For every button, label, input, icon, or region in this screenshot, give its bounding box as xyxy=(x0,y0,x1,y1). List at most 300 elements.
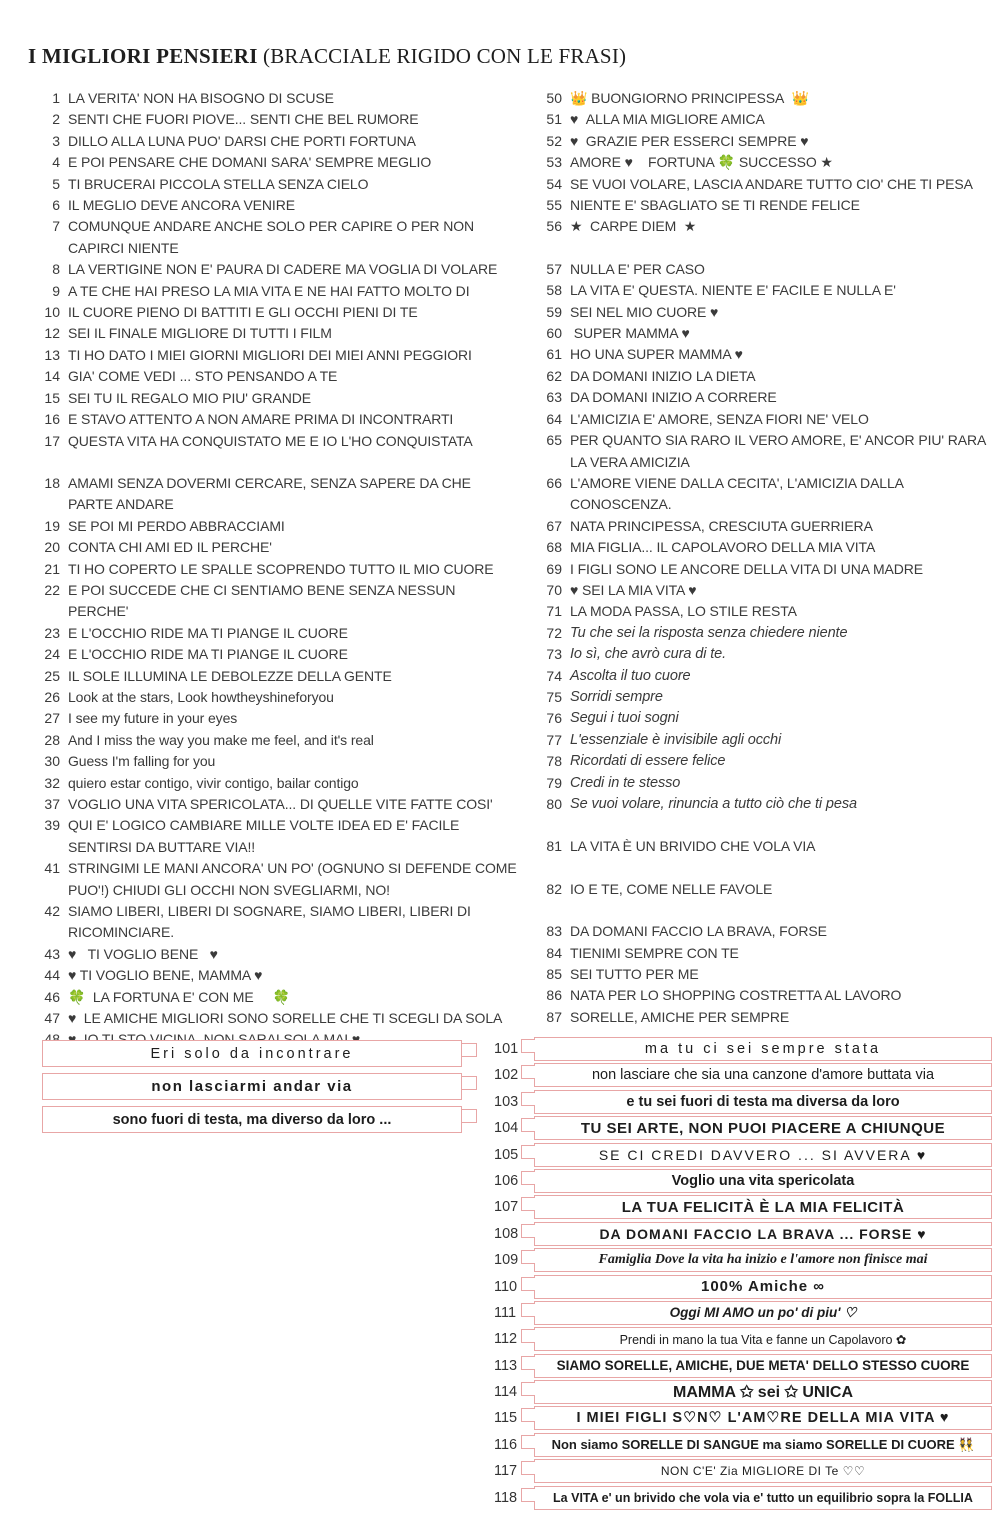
phrase-list-item xyxy=(532,88,992,109)
bracelet-clasp-tab xyxy=(462,1043,477,1057)
phrase-list-item xyxy=(532,644,992,665)
bracelet-row xyxy=(494,1460,992,1482)
phrase-text: L'AMICIZIA E' AMORE, SENZA FIORI NE' VELO xyxy=(570,410,869,427)
bracelet-clasp-tab xyxy=(462,1109,477,1123)
phrase-list-item xyxy=(532,409,992,430)
phrase-list-item xyxy=(30,174,518,195)
bracelet-clasp-tab xyxy=(521,1197,535,1211)
phrase-list-item xyxy=(532,687,992,708)
bracelet-number: 113 xyxy=(494,1357,518,1374)
phrase-text: Segui i tuoi sogni xyxy=(570,710,679,727)
phrase-list-item xyxy=(532,387,992,408)
phrase-number: 79 xyxy=(546,774,562,791)
phrase-text: MIA FIGLIA... IL CAPOLAVORO DELLA MIA VITA xyxy=(570,539,876,556)
bracelet-number: 118 xyxy=(494,1489,518,1506)
bracelet-phrase: SE CI CREDI DAVVERO ... SI AVVERA ♥ xyxy=(598,1146,928,1163)
phrase-list-item xyxy=(30,644,518,665)
bracelet-plate xyxy=(534,1090,992,1114)
bracelet-number: 105 xyxy=(494,1146,519,1163)
phrase-number: 9 xyxy=(52,282,60,299)
bracelet-phrase: e tu sei fuori di testa ma diversa da loro xyxy=(626,1093,900,1110)
bracelet-plate xyxy=(534,1037,992,1061)
phrase-list-item xyxy=(30,858,518,901)
phrase-text: GIA' COME VEDI ... STO PENSANDO A TE xyxy=(68,368,338,385)
phrase-text: SIAMO LIBERI, LIBERI DI SOGNARE, SIAMO LIBERI, LIBERI DI RICOMINCIARE. xyxy=(68,903,471,941)
bracelet-phrase: Oggi MI AMO un po' di piu' ♡ xyxy=(669,1304,857,1320)
phrase-list-item xyxy=(532,174,992,195)
phrase-text: And I miss the way you make me feel, and it's real xyxy=(68,731,374,748)
phrase-list-item xyxy=(30,388,518,409)
phrase-number: 5 xyxy=(52,175,60,192)
phrase-text: TI HO COPERTO LE SPALLE SCOPRENDO TUTTO IL MIO CUORE xyxy=(68,560,494,577)
crown-icon: 👑 xyxy=(570,90,588,106)
phrase-list-item xyxy=(30,580,518,623)
phrase-number: 19 xyxy=(44,517,60,534)
phrase-text: Credi in te stesso xyxy=(570,774,681,791)
phrase-list-item xyxy=(532,879,992,900)
phrase-list-item xyxy=(532,152,992,173)
phrase-number: 16 xyxy=(44,411,60,428)
phrase-number: 14 xyxy=(44,368,60,385)
phrase-list-item xyxy=(532,708,992,729)
bracelet-row xyxy=(494,1434,992,1456)
phrase-number: 23 xyxy=(44,624,60,641)
bracelet-phrase: SIAMO SORELLE, AMICHE, DUE META' DELLO STESSO CUORE xyxy=(556,1358,970,1374)
phrase-number: 69 xyxy=(546,560,562,577)
phrase-text: DA DOMANI INIZIO A CORRERE xyxy=(570,389,777,406)
phrase-list-item xyxy=(30,901,518,944)
phrase-number: 46 xyxy=(44,988,60,1005)
phrase-number: 57 xyxy=(546,260,562,277)
bracelet-row xyxy=(494,1381,992,1403)
bracelet-plate xyxy=(42,1073,462,1100)
bracelet-plate xyxy=(534,1327,992,1351)
bracelet-clasp-tab xyxy=(521,1488,535,1502)
bracelet-row xyxy=(494,1064,992,1086)
bracelet-number: 115 xyxy=(494,1410,518,1427)
phrase-number: 56 xyxy=(546,218,562,235)
bracelet-number: 110 xyxy=(494,1278,518,1295)
bracelet-phrase: DA DOMANI FACCIO LA BRAVA ... FORSE ♥ xyxy=(599,1225,927,1242)
phrase-list-item xyxy=(532,773,992,794)
bracelet-row xyxy=(494,1223,992,1245)
phrase-number: 2 xyxy=(52,111,60,128)
phrase-number: 84 xyxy=(546,944,562,961)
bracelet-plate xyxy=(534,1433,992,1457)
phrase-list-item xyxy=(30,152,518,173)
phrase-text: LA MODA PASSA, LO STILE RESTA xyxy=(570,603,797,620)
phrase-list-item xyxy=(532,751,992,772)
bracelet-clasp-tab xyxy=(521,1408,535,1422)
phrase-list-item xyxy=(532,259,992,280)
phrase-text: ★ CARPE DIEM ★ xyxy=(570,218,697,235)
phrase-list-item xyxy=(30,109,518,130)
bracelet-row xyxy=(494,1302,992,1324)
phrase-number: 83 xyxy=(546,923,562,940)
bracelet-clasp-tab xyxy=(521,1092,535,1106)
phrase-number: 70 xyxy=(546,581,562,598)
phrase-text: SEI TUTTO PER ME xyxy=(570,966,699,983)
phrase-number: 26 xyxy=(44,688,60,705)
phrase-number: 22 xyxy=(44,581,60,598)
phrase-list-item xyxy=(532,836,992,857)
phrase-text: PER QUANTO SIA RARO IL VERO AMORE, E' ANCOR PIU' RARA LA VERA AMICIZIA xyxy=(570,432,986,470)
phrase-number: 66 xyxy=(546,474,562,491)
bracelet-phrase: TU SEI ARTE, NON PUOI PIACERE A CHIUNQUE xyxy=(580,1119,946,1137)
phrase-text: LA VITA È UN BRIVIDO CHE VOLA VIA xyxy=(570,838,816,855)
phrase-number: 32 xyxy=(44,774,60,791)
clover-icon: 🍀 xyxy=(272,988,290,1005)
phrase-list-item xyxy=(30,708,518,729)
phrase-text: Se vuoi volare, rinuncia a tutto ciò che ti pesa xyxy=(570,796,857,812)
bracelet-row xyxy=(494,1170,992,1192)
phrase-list-item xyxy=(30,195,518,216)
phrase-list-item xyxy=(532,964,992,985)
bracelet-row xyxy=(494,1407,992,1429)
phrase-text: TI BRUCERAI PICCOLA STELLA SENZA CIELO xyxy=(68,175,369,192)
bracelet-clasp-tab xyxy=(521,1118,535,1132)
phrase-text: IO E TE, COME NELLE FAVOLE xyxy=(570,880,773,897)
phrase-list-item xyxy=(30,473,518,516)
bracelet-plates-left-group xyxy=(42,1040,462,1139)
bracelet-plate xyxy=(534,1143,992,1167)
phrase-list-item xyxy=(30,366,518,387)
phrase-number: 71 xyxy=(546,603,562,620)
phrase-number: 41 xyxy=(44,860,60,877)
phrase-text: DILLO ALLA LUNA PUO' DARSI CHE PORTI FORTUNA xyxy=(68,132,416,149)
phrase-number: 13 xyxy=(44,346,60,363)
phrase-number: 50 xyxy=(546,90,562,106)
phrase-number: 8 xyxy=(52,261,60,278)
phrase-list-item xyxy=(30,987,518,1008)
phrase-number: 21 xyxy=(44,560,60,577)
phrase-list-item xyxy=(30,730,518,751)
phrase-text: ♥ LE AMICHE MIGLIORI SONO SORELLE CHE TI SCEGLI DA SOLA xyxy=(68,1010,503,1027)
phrase-text: Look at the stars, Look howtheyshineforyou xyxy=(68,688,334,705)
phrase-number: 53 xyxy=(546,154,562,171)
phrase-number: 10 xyxy=(44,304,60,321)
phrase-text: COMUNQUE ANDARE ANCHE SOLO PER CAPIRE O PER NON CAPIRCI NIENTE xyxy=(68,218,475,256)
phrase-list-item xyxy=(532,280,992,301)
phrase-text: VOGLIO UNA VITA SPERICOLATA... DI QUELLE VITE FATTE COSI' xyxy=(68,796,493,812)
bracelet-row xyxy=(494,1276,992,1298)
bracelet-clasp-tab xyxy=(521,1277,535,1291)
phrase-number: 74 xyxy=(546,667,562,684)
phrase-list-item xyxy=(30,815,518,858)
phrase-list-item xyxy=(30,1008,518,1029)
crown-icon: 👑 xyxy=(791,90,810,106)
bracelet-plate xyxy=(534,1248,992,1272)
phrase-list-left-column xyxy=(30,88,518,1051)
bracelet-row xyxy=(494,1091,992,1113)
phrase-number: 63 xyxy=(546,389,562,406)
phrase-text: SEI NEL MIO CUORE ♥ xyxy=(570,303,719,320)
bracelet-plate xyxy=(534,1063,992,1087)
phrase-text: 🍀 LA FORTUNA E' CON ME 🍀 xyxy=(68,988,290,1005)
phrase-number: 28 xyxy=(44,731,60,748)
bracelet-number: 116 xyxy=(494,1436,518,1453)
phrase-number: 25 xyxy=(44,667,60,684)
bracelet-row xyxy=(494,1328,992,1350)
bracelet-plate xyxy=(534,1222,992,1246)
bracelet-clasp-tab xyxy=(521,1171,535,1185)
phrase-list-item xyxy=(532,794,992,815)
phrase-text: ♥ SEI LA MIA VITA ♥ xyxy=(570,581,697,598)
bracelet-phrase: Voglio una vita spericolata xyxy=(671,1172,855,1189)
bracelet-number: 108 xyxy=(494,1225,519,1242)
phrase-list-item xyxy=(532,195,992,216)
bracelet-clasp-tab xyxy=(521,1382,535,1396)
phrase-list-item xyxy=(532,666,992,687)
phrase-number: 65 xyxy=(546,432,562,449)
phrase-list-item xyxy=(532,1007,992,1028)
phrase-list-item xyxy=(532,623,992,644)
bracelet-row xyxy=(494,1038,992,1060)
phrase-list-item xyxy=(30,88,518,109)
phrase-text: LA VERITA' NON HA BISOGNO DI SCUSE xyxy=(68,90,334,106)
phrase-number: 24 xyxy=(44,646,60,663)
phrase-number: 64 xyxy=(546,410,562,427)
phrase-number: 17 xyxy=(44,432,60,449)
bracelet-phrase: non lasciarmi andar via xyxy=(151,1078,353,1095)
bracelet-phrase: Eri solo da incontrare xyxy=(150,1045,354,1062)
bracelet-clasp-tab xyxy=(521,1145,535,1159)
phrase-number: 75 xyxy=(546,688,562,705)
bracelet-clasp-tab xyxy=(521,1250,535,1264)
bracelet-clasp-tab xyxy=(521,1329,535,1343)
bracelet-number: 117 xyxy=(494,1463,518,1480)
phrase-text: DA DOMANI INIZIO LA DIETA xyxy=(570,367,756,384)
phrase-text: NULLA E' PER CASO xyxy=(570,260,705,277)
phrase-list-item xyxy=(30,773,518,794)
phrase-number: 68 xyxy=(546,539,562,556)
bracelet-clasp-tab xyxy=(521,1039,535,1053)
phrase-text: E POI PENSARE CHE DOMANI SARA' SEMPRE MEGLIO xyxy=(68,154,432,171)
phrase-number: 54 xyxy=(546,175,562,192)
phrase-list-item xyxy=(532,580,992,601)
phrase-number: 20 xyxy=(44,539,60,556)
bracelet-phrase: non lasciare che sia una canzone d'amore buttata via xyxy=(591,1067,935,1084)
phrase-list-item xyxy=(532,216,992,237)
bracelet-plate xyxy=(534,1169,992,1193)
phrase-text: Tu che sei la risposta senza chiedere niente xyxy=(570,624,848,641)
phrase-number: 67 xyxy=(546,517,562,534)
phrase-text: Sorridi sempre xyxy=(570,688,663,705)
bracelet-plate xyxy=(42,1040,462,1067)
bracelet-number: 114 xyxy=(494,1384,518,1401)
phrase-number: 85 xyxy=(546,966,562,983)
phrase-list-item xyxy=(532,473,992,516)
phrase-text: L'essenziale è invisibile agli occhi xyxy=(570,731,782,748)
phrase-list-item xyxy=(532,344,992,365)
phrase-text: SORELLE, AMICHE PER SEMPRE xyxy=(570,1008,790,1025)
phrase-number: 72 xyxy=(546,624,562,641)
phrase-text: STRINGIMI LE MANI ANCORA' UN PO' (OGNUNO SI DEFENDE COME PUO'!) CHIUDI GLI OCCHI NON SVEGLIARMI, NO! xyxy=(68,860,517,898)
phrase-number: 4 xyxy=(52,154,60,171)
bracelet-clasp-tab xyxy=(521,1303,535,1317)
phrase-list-item xyxy=(532,366,992,387)
phrase-number: 87 xyxy=(546,1008,562,1025)
bracelet-plate xyxy=(534,1354,992,1378)
phrase-list-item xyxy=(30,409,518,430)
bracelet-clasp-tab xyxy=(521,1356,535,1370)
phrase-list-right-column xyxy=(532,88,992,1028)
bracelet-phrase: MAMMA ✩ sei ✩ UNICA xyxy=(673,1384,853,1402)
bracelet-plate xyxy=(534,1459,992,1483)
phrase-number: 73 xyxy=(546,646,562,663)
phrase-text: SEI TU IL REGALO MIO PIU' GRANDE xyxy=(68,389,311,406)
phrase-number: 6 xyxy=(52,197,60,214)
phrase-text: SEI IL FINALE MIGLIORE DI TUTTI I FILM xyxy=(68,325,332,342)
phrase-text: Io sì, che avrò cura di te. xyxy=(570,646,727,663)
phrase-number: 39 xyxy=(44,817,60,834)
phrase-list-item xyxy=(30,751,518,772)
bracelet-row xyxy=(494,1355,992,1377)
phrase-list-item xyxy=(30,794,518,815)
phrase-list-item xyxy=(30,666,518,687)
phrase-number: 61 xyxy=(546,346,562,363)
phrase-text: DA DOMANI FACCIO LA BRAVA, FORSE xyxy=(570,923,827,940)
phrase-text: SE POI MI PERDO ABBRACCIAMI xyxy=(68,517,285,534)
phrase-list-item xyxy=(30,623,518,644)
bracelet-number: 107 xyxy=(494,1199,519,1216)
phrase-text: SE VUOI VOLARE, LASCIA ANDARE TUTTO CIO' CHE TI PESA xyxy=(570,175,973,192)
phrase-list-item xyxy=(532,131,992,152)
bracelet-row xyxy=(494,1144,992,1166)
phrase-number: 7 xyxy=(52,218,60,235)
phrase-list-item xyxy=(30,281,518,302)
bracelet-row xyxy=(494,1487,992,1509)
phrase-text: L'AMORE VIENE DALLA CECITA', L'AMICIZIA DALLA CONOSCENZA. xyxy=(570,474,904,513)
bracelet-number: 102 xyxy=(494,1067,519,1084)
bracelet-phrase: Non siamo SORELLE DI SANGUE ma siamo SORELLE DI CUORE 👯 xyxy=(551,1436,975,1452)
bracelet-phrase: NON C'E' Zia MIGLIORE DI Te ♡♡ xyxy=(660,1464,866,1479)
page-title xyxy=(28,44,626,69)
bracelet-clasp-tab xyxy=(521,1435,535,1449)
phrase-list-item xyxy=(30,516,518,537)
bracelet-clasp-tab xyxy=(521,1224,535,1238)
bracelet-number: 101 xyxy=(494,1041,519,1057)
phrase-text: A TE CHE HAI PRESO LA MIA VITA E NE HAI FATTO MOLTO DI xyxy=(68,282,470,299)
phrase-list-item xyxy=(30,345,518,366)
page-title-sub: (BRACCIALE RIGIDO CON LE FRASI) xyxy=(263,44,627,68)
phrase-text: E L'OCCHIO RIDE MA TI PIANGE IL CUORE xyxy=(68,624,348,641)
phrase-number: 52 xyxy=(546,132,562,149)
phrase-text: AMORE ♥ FORTUNA 🍀 SUCCESSO ★ xyxy=(570,154,833,171)
bracelet-number: 109 xyxy=(494,1252,519,1269)
phrase-list-item xyxy=(532,323,992,344)
phrase-list-item xyxy=(532,943,992,964)
phrase-text: E L'OCCHIO RIDE MA TI PIANGE IL CUORE xyxy=(68,646,348,663)
phrase-text: ♥ TI VOGLIO BENE ♥ xyxy=(68,945,218,962)
bracelet-clasp-tab xyxy=(462,1076,477,1090)
phrase-text: NATA PER LO SHOPPING COSTRETTA AL LAVORO xyxy=(570,987,902,1004)
phrase-number: 58 xyxy=(546,282,562,299)
phrase-number: 47 xyxy=(44,1010,60,1027)
bracelet-row xyxy=(494,1196,992,1218)
bracelet-clasp-tab xyxy=(521,1461,535,1475)
phrase-text: Ricordati di essere felice xyxy=(570,753,726,770)
phrase-text: NATA PRINCIPESSA, CRESCIUTA GUERRIERA xyxy=(570,517,873,534)
phrase-number: 81 xyxy=(546,838,562,855)
bracelet-phrase: Famiglia Dove la vita ha inizio e l'amore non finisce mai xyxy=(598,1252,928,1268)
phrase-list-item xyxy=(30,259,518,280)
phrase-number: 27 xyxy=(44,710,60,727)
phrase-list-item xyxy=(30,216,518,259)
phrase-text: IL MEGLIO DEVE ANCORA VENIRE xyxy=(68,197,295,214)
phrase-text: QUESTA VITA HA CONQUISTATO ME E IO L'HO CONQUISTATA xyxy=(68,432,473,449)
phrase-text: QUI E' LOGICO CAMBIARE MILLE VOLTE IDEA ED E' FACILE SENTIRSI DA BUTTARE VIA!! xyxy=(68,817,460,855)
phrase-list-item xyxy=(532,601,992,622)
phrase-number: 55 xyxy=(546,197,562,214)
phrase-number: 18 xyxy=(44,474,60,491)
phrase-list-item xyxy=(532,985,992,1006)
phrase-text: AMAMI SENZA DOVERMI CERCARE, SENZA SAPERE DA CHE PARTE ANDARE xyxy=(68,474,471,513)
phrase-text: I see my future in your eyes xyxy=(68,710,238,727)
phrase-list-item xyxy=(30,965,518,986)
phrase-list-item xyxy=(532,109,992,130)
phrase-number: 12 xyxy=(44,325,60,342)
bracelet-plate xyxy=(534,1406,992,1430)
phrase-list-item xyxy=(30,687,518,708)
phrase-number: 42 xyxy=(44,903,60,920)
phrase-number: 59 xyxy=(546,303,562,320)
phrase-list-item xyxy=(532,516,992,537)
phrase-text: ♥ ALLA MIA MIGLIORE AMICA xyxy=(570,111,765,128)
bracelet-plates-right-group xyxy=(494,1038,992,1513)
bracelet-row xyxy=(494,1249,992,1271)
phrase-text: SENTI CHE FUORI PIOVE... SENTI CHE BEL RUMORE xyxy=(68,111,419,128)
bracelet-number: 112 xyxy=(494,1331,518,1348)
bracelet-plate xyxy=(534,1195,992,1219)
phrase-number: 77 xyxy=(546,731,562,748)
clover-icon: 🍀 xyxy=(717,154,736,171)
phrase-number: 43 xyxy=(44,945,60,962)
phrase-list-item xyxy=(30,559,518,580)
bracelet-plate xyxy=(534,1275,992,1299)
phrase-text: SUPER MAMMA ♥ xyxy=(570,325,690,342)
phrase-number: 1 xyxy=(52,90,60,106)
phrase-list-item xyxy=(30,302,518,323)
bracelet-number: 104 xyxy=(494,1120,519,1137)
bracelet-phrase: Prendi in mano la tua Vita e fanne un Capolavoro ✿ xyxy=(619,1332,907,1347)
phrase-number: 37 xyxy=(44,796,60,812)
bracelet-phrase: sono fuori di testa, ma diverso da loro ... xyxy=(112,1111,392,1128)
bracelet-number: 103 xyxy=(494,1093,519,1110)
phrase-text: I FIGLI SONO LE ANCORE DELLA VITA DI UNA MADRE xyxy=(570,560,924,577)
phrase-text: NIENTE E' SBAGLIATO SE TI RENDE FELICE xyxy=(570,197,860,214)
bracelet-plate xyxy=(534,1301,992,1325)
phrase-number: 76 xyxy=(546,710,562,727)
phrase-number: 3 xyxy=(52,132,60,149)
bracelet-plate xyxy=(534,1380,992,1404)
clover-icon: 🍀 xyxy=(68,988,86,1005)
phrase-text: 👑 BUONGIORNO PRINCIPESSA 👑 xyxy=(570,90,810,106)
phrase-list-item xyxy=(30,323,518,344)
phrase-number: 78 xyxy=(546,753,562,770)
phrase-text: E STAVO ATTENTO A NON AMARE PRIMA DI INCONTRARTI xyxy=(68,411,454,428)
phrase-number: 44 xyxy=(44,967,60,984)
phrase-number: 60 xyxy=(546,325,562,342)
phrase-text: E POI SUCCEDE CHE CI SENTIAMO BENE SENZA NESSUN PERCHE' xyxy=(68,581,456,620)
bracelet-plate xyxy=(534,1486,992,1510)
phrase-number: 82 xyxy=(546,880,562,897)
phrase-text: TIENIMI SEMPRE CON TE xyxy=(570,944,739,961)
phrase-list-item xyxy=(30,944,518,965)
phrase-list-item xyxy=(532,430,992,473)
bracelet-number: 106 xyxy=(494,1172,519,1189)
phrase-number: 51 xyxy=(546,111,562,128)
